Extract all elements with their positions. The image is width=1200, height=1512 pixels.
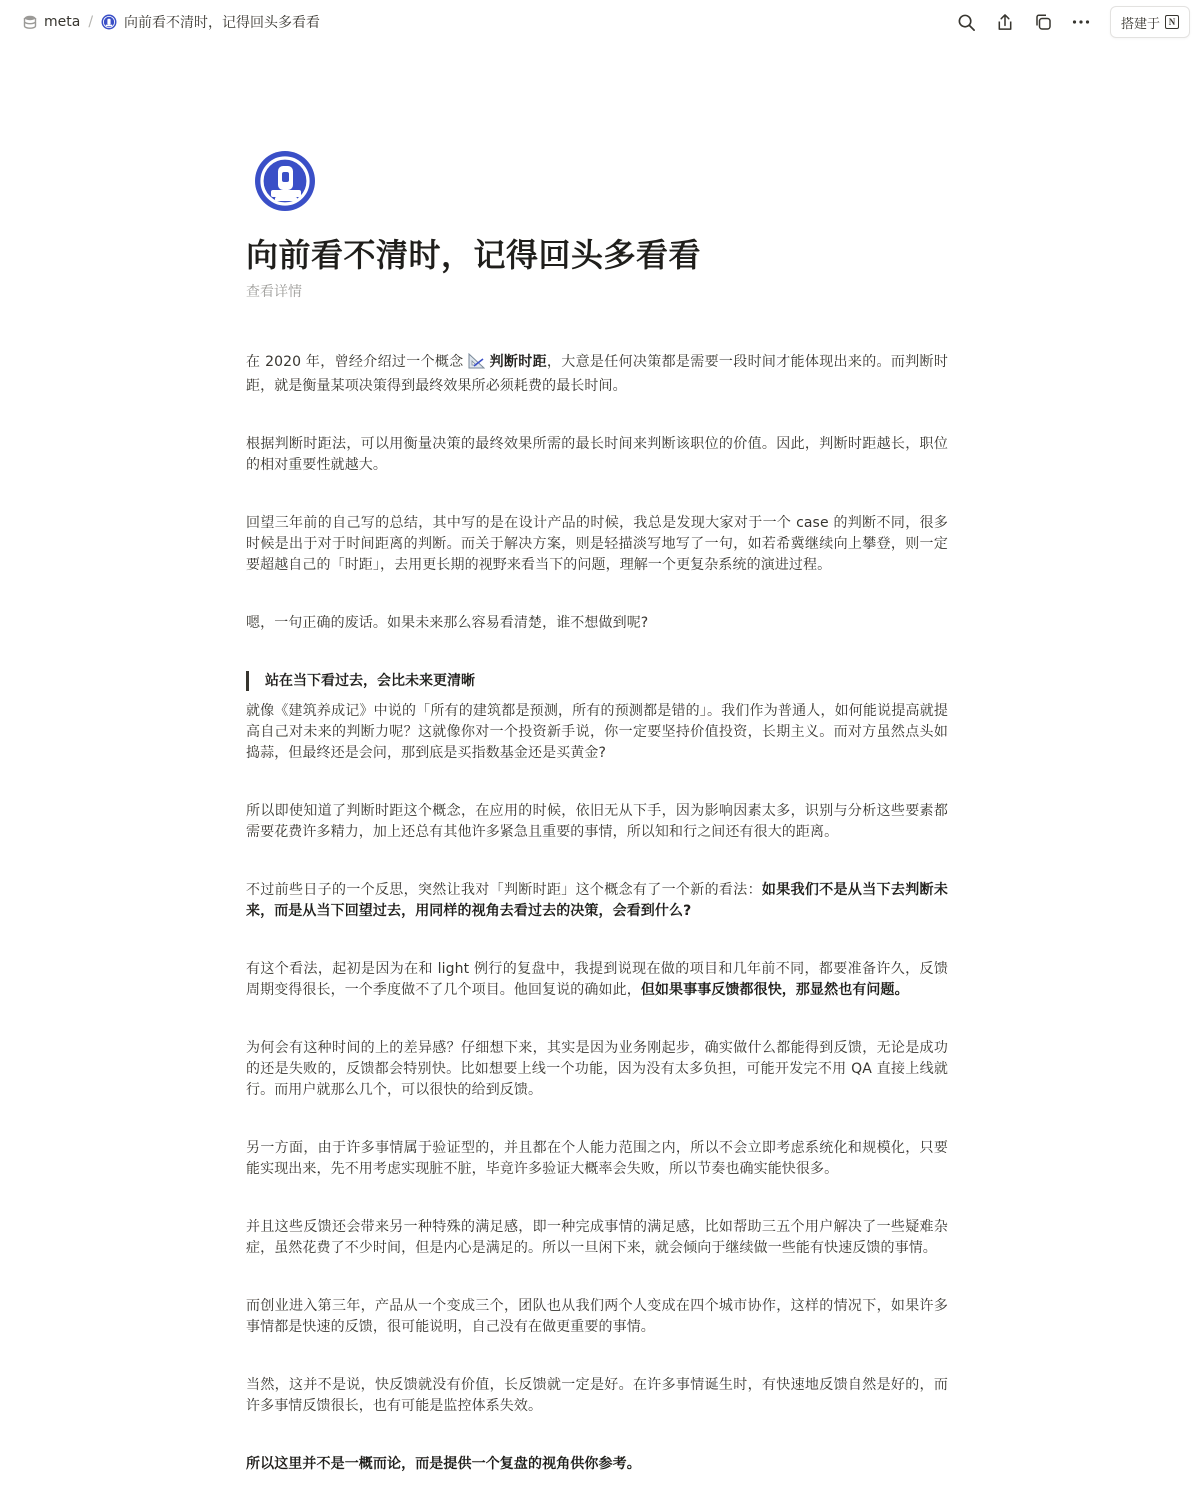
page-content xyxy=(246,352,948,1512)
paragraph: 根据判断时距法，可以用衡量决策的最终效果所需的最长时间来判断该职位的价值。因此，判断时距越长，职位的相对重要性就越大。 xyxy=(246,436,948,473)
paragraph: 回望三年前的自己写的总结，其中写的是在设计产品的时候，我总是发现大家对于一个 case 的判断不同，很多时候是出于对于时间距离的判断。而关于解决方案，则是轻描淡写地写了一句，如若希冀继续向上攀登，则一定要超越自己的「时距」，去用更长期的视野来看当下的问题，理解一个更复杂系统的演进过程。 xyxy=(246,515,948,573)
duplicate-button[interactable] xyxy=(1024,7,1062,37)
breadcrumb-separator: / xyxy=(88,14,94,30)
paragraph xyxy=(246,352,948,397)
paragraph-bold-text: 如果我们不是从当下去判断未来，而是从当下回望过去，用同样的视角去看过去的决策，会看到什么? xyxy=(246,882,948,919)
paragraph-bold: 所以这里并不是一概而论，而是提供一个复盘的视角供你参考。 xyxy=(246,1456,641,1472)
paragraph: 为何会有这种时间的上的差异感？仔细想下来，其实是因为业务刚起步，确实做什么都能得到反馈，无论是成功的还是失败的，反馈都会特别快。比如想要上线一个功能，因为没有太多负担，可能开发完不用 QA 直接上线就行。而用户就那么几个，可以很快的给到反馈。 xyxy=(246,1040,948,1098)
ruler-triangle-icon xyxy=(468,353,485,376)
paragraph-text: 不过前些日子的一个反思，突然让我对「判断时距」这个概念有了一个新的看法： xyxy=(246,882,762,898)
search-icon xyxy=(957,13,976,32)
breadcrumb-page-label: 向前看不清时，记得回头多看看 xyxy=(124,15,321,31)
notion-logo-icon: N xyxy=(1165,15,1179,29)
breadcrumb-item-page[interactable] xyxy=(96,10,325,34)
paragraph xyxy=(246,959,948,1001)
breadcrumb-workspace-label: meta xyxy=(44,14,81,30)
page-emoji-icon xyxy=(101,14,117,30)
more-icon xyxy=(1072,19,1090,25)
paragraph: 所以即使知道了判断时距这个概念，在应用的时候，依旧无从下手，因为影响因素太多，识别与分析这些要素都需要花费许多精力，加上还总有其他许多紧急且重要的事情，所以知和行之间还有很大的距离。 xyxy=(246,803,948,840)
paragraph xyxy=(246,880,948,922)
top-bar xyxy=(0,0,1200,44)
built-with-notion-button[interactable] xyxy=(1110,6,1190,38)
paragraph: 嗯，一句正确的废话。如果未来那么容易看清楚，谁不想做到呢? xyxy=(246,615,649,631)
paragraph: 当然，这并不是说，快反馈就没有价值，长反馈就一定是好。在许多事情诞生时，有快速地反馈自然是好的，而许多事情反馈很长，也有可能是监控体系失效。 xyxy=(246,1377,948,1414)
paragraph: 另一方面，由于许多事情属于验证型的，并且都在个人能力范围之内，所以不会立即考虑系统化和规模化，只要能实现出来，先不用考虑实现脏不脏，毕竟许多验证大概率会失败，所以节奏也确实能快很多。 xyxy=(246,1140,948,1177)
paragraph-bold-text: 但如果事事反馈都很快，那显然也有问题。 xyxy=(640,982,909,998)
page-icon[interactable] xyxy=(254,150,316,216)
page-mention-label: 判断时距 xyxy=(489,354,547,370)
paragraph-text: 有这个看法，起初是因为在和 light 例行的复盘中，我提到说现在做的项目和几年前不同，都要准备许久，反馈周期变得很长，一个季度做不了几个项目。他回复说的确如此， xyxy=(246,961,948,998)
share-icon xyxy=(996,13,1014,32)
search-button[interactable] xyxy=(948,7,986,37)
paragraph: 并且这些反馈还会带来另一种特殊的满足感，即一种完成事情的满足感，比如帮助三五个用户解决了一些疑难杂症，虽然花费了不少时间，但是内心是满足的。所以一旦闲下来，就会倾向于继续做一些能有快速反馈的事情。 xyxy=(246,1219,948,1256)
breadcrumb-item-workspace[interactable] xyxy=(18,12,85,32)
built-with-label: 搭建于 xyxy=(1120,16,1160,32)
breadcrumb xyxy=(18,10,325,34)
page-subtitle[interactable]: 查看详情 xyxy=(246,284,302,300)
page-title: 向前看不清时，记得回头多看看 xyxy=(246,236,702,274)
paragraph-text: 在 2020 年，曾经介绍过一个概念 xyxy=(246,354,469,370)
paragraph-text: ，大意是任何决策都是需要一段时间才能体现出来的。而判断时距，就是衡量某项决策得到最终效果所必须耗费的最长时间。 xyxy=(246,354,948,394)
more-options-button[interactable] xyxy=(1062,7,1100,37)
share-button[interactable] xyxy=(986,7,1024,37)
telescope-logo-icon xyxy=(254,150,316,212)
duplicate-icon xyxy=(1034,13,1052,31)
paragraph: 而创业进入第三年，产品从一个变成三个，团队也从我们两个人变成在四个城市协作，这样的情况下，如果许多事情都是快速的反馈，很可能说明，自己没有在做更重要的事情。 xyxy=(246,1298,948,1335)
paragraph: 就像《建筑养成记》中说的「所有的建筑都是预测，所有的预测都是错的」。我们作为普通人，如何能说提高就提高自己对未来的判断力呢？这就像你对一个投资新手说，你一定要坚持价值投资，长期主义。而对方虽然点头如捣蒜，但最终还是会问，那到底是买指数基金还是买黄金? xyxy=(246,703,948,761)
toolbar-actions xyxy=(948,6,1190,38)
page-mention-link[interactable] xyxy=(468,354,547,370)
database-icon xyxy=(23,15,37,30)
quote-block: 站在当下看过去，会比未来更清晰 xyxy=(246,671,948,691)
